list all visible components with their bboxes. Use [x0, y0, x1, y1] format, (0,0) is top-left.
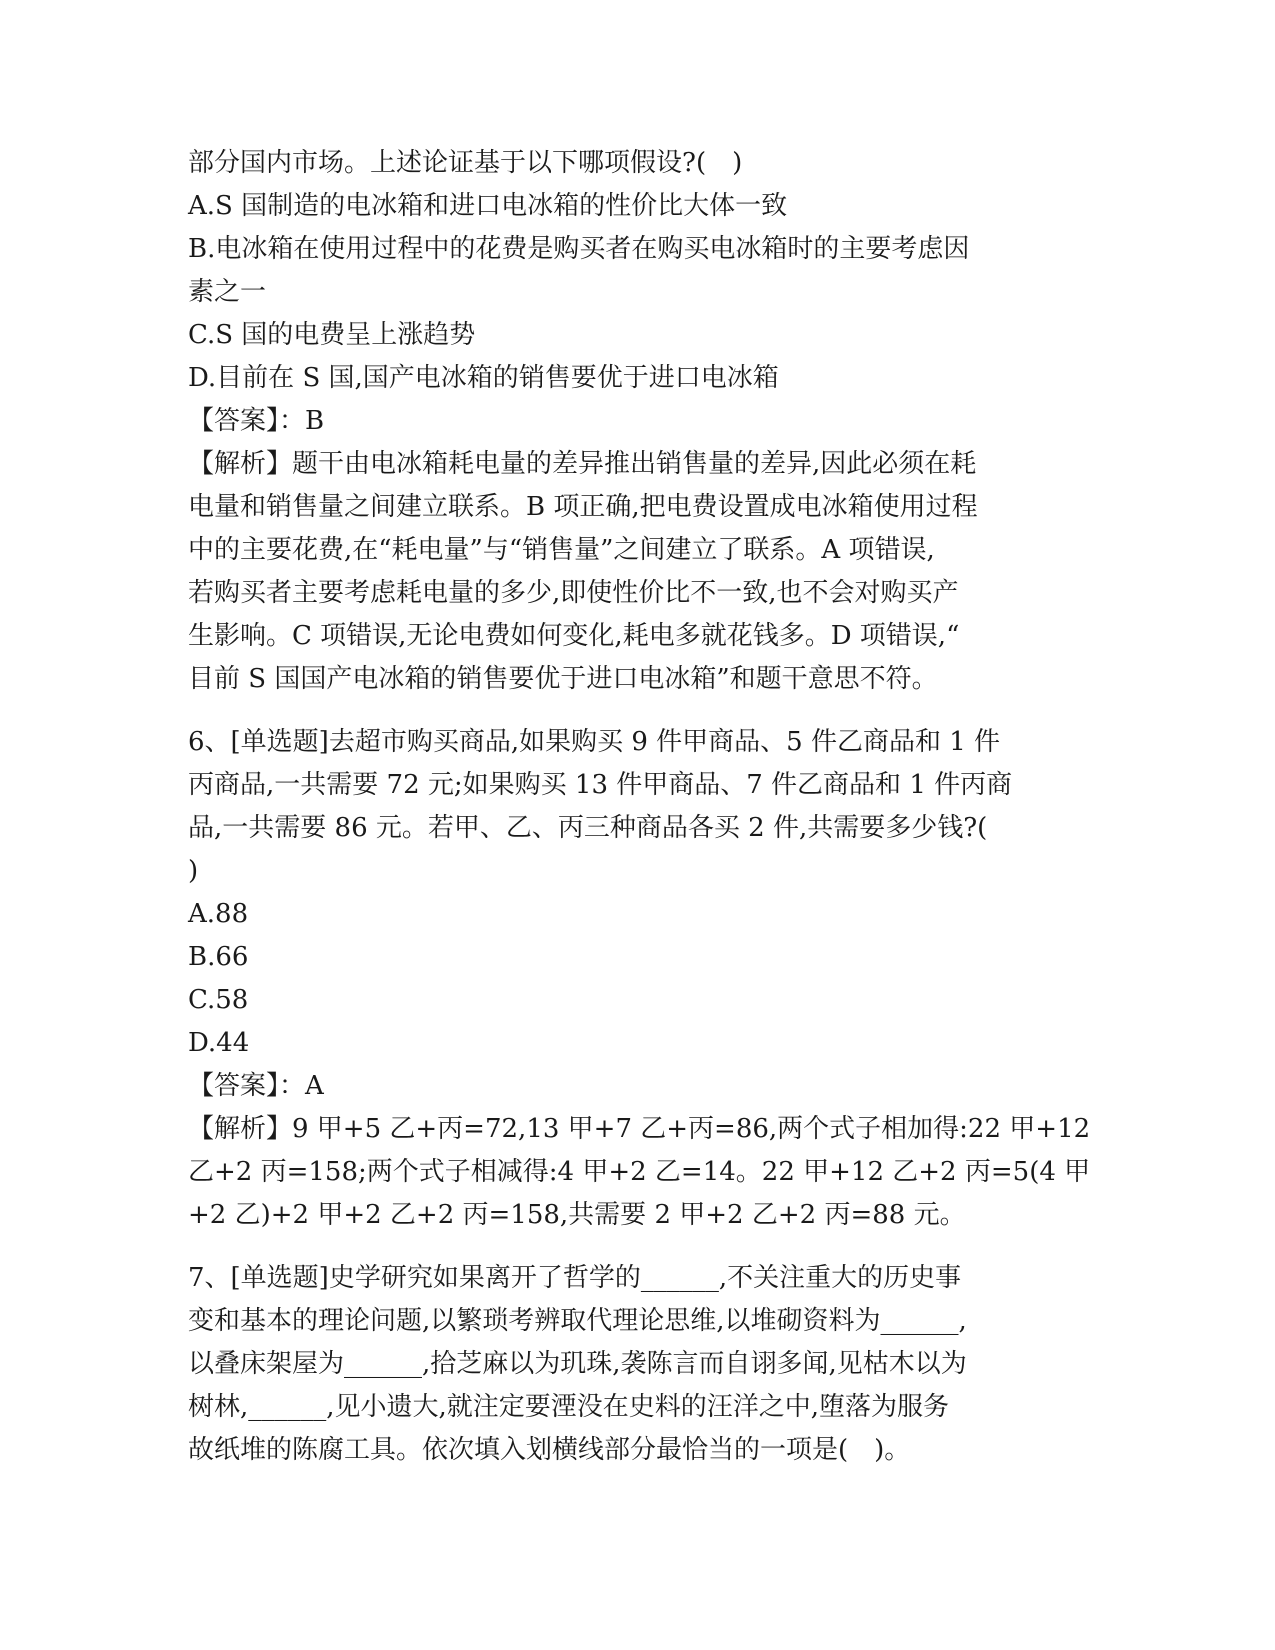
question-6-analysis-cont: 乙+2 丙=158;两个式子相减得:4 甲+2 乙=14。22 甲+12 乙+2 丙=5(4 甲 [188, 1157, 1091, 1187]
question-6-option-a: A.88 [188, 899, 249, 929]
paragraph-gap [188, 1237, 1088, 1257]
paragraph-gap [188, 701, 1088, 721]
question-5-analysis-cont: 目前 S 国国产电冰箱的销售要优于进口电冰箱”和题干意思不符。 [188, 664, 938, 694]
question-6-block [188, 721, 1091, 1237]
question-5-option-d: D.目前在 S 国,国产电冰箱的销售要优于进口电冰箱 [188, 363, 779, 393]
question-6-stem-cont: 丙商品,一共需要 72 元;如果购买 13 件甲商品、7 件乙商品和 1 件丙商 [188, 770, 1013, 800]
question-5-analysis-cont: 若购买者主要考虑耗电量的多少,即使性价比不一致,也不会对购买产 [188, 578, 959, 608]
question-6-option-c: C.58 [188, 985, 249, 1015]
question-6-answer: 【答案】：A [188, 1071, 324, 1101]
question-5-analysis: 【解析】题干由电冰箱耗电量的差异推出销售量的差异,因此必须在耗 [188, 449, 977, 479]
question-5-option-c: C.S 国的电费呈上涨趋势 [188, 320, 476, 350]
question-5-analysis-cont: 生影响。C 项错误,无论电费如何变化,耗电多就花钱多。D 项错误,“ [188, 621, 960, 651]
question-5-answer: 【答案】：B [188, 406, 325, 436]
question-6-analysis-cont: +2 乙)+2 甲+2 乙+2 丙=158,共需要 2 甲+2 乙+2 丙=88 元。 [188, 1200, 966, 1230]
question-6-analysis: 【解析】9 甲+5 乙+丙=72,13 甲+7 乙+丙=86,两个式子相加得:22 甲+12 [188, 1114, 1091, 1144]
question-5-analysis-cont: 中的主要花费,在“耗电量”与“销售量”之间建立了联系。A 项错误, [188, 535, 935, 565]
question-5-stem-end: 部分国内市场。上述论证基于以下哪项假设?( ) [188, 148, 743, 178]
question-7-block [188, 1257, 1088, 1472]
question-7-stem-cont: 以叠床架屋为______,拾芝麻以为玑珠,袭陈言而自诩多闻,见枯木以为 [188, 1349, 967, 1379]
question-7-stem-cont: 故纸堆的陈腐工具。依次填入划横线部分最恰当的一项是( )。 [188, 1435, 911, 1465]
question-5-option-b: B.电冰箱在使用过程中的花费是购买者在购买电冰箱时的主要考虑因 [188, 234, 970, 264]
document-content [188, 142, 1091, 1472]
question-6-option-b: B.66 [188, 942, 249, 972]
question-6-stem: 6、[单选题]去超市购买商品,如果购买 9 件甲商品、5 件乙商品和 1 件 [188, 727, 1001, 757]
question-5-option-a: A.S 国制造的电冰箱和进口电冰箱的性价比大体一致 [188, 191, 788, 221]
question-7-stem: 7、[单选题]史学研究如果离开了哲学的______,不关注重大的历史事 [188, 1263, 962, 1293]
question-6-option-d: D.44 [188, 1028, 250, 1058]
question-5-analysis-cont: 电量和销售量之间建立联系。B 项正确,把电费设置成电冰箱使用过程 [188, 492, 978, 522]
question-7-stem-cont: 树林,______,见小遗大,就注定要湮没在史料的汪洋之中,堕落为服务 [188, 1392, 950, 1422]
question-5-block [188, 142, 1088, 701]
question-5-option-b-cont: 素之一 [188, 277, 267, 307]
question-6-stem-cont: 品,一共需要 86 元。若甲、乙、丙三种商品各买 2 件,共需要多少钱?( [188, 813, 988, 843]
question-7-stem-cont: 变和基本的理论问题,以繁琐考辨取代理论思维,以堆砌资料为______, [188, 1306, 967, 1336]
question-6-stem-cont: ) [188, 856, 199, 886]
